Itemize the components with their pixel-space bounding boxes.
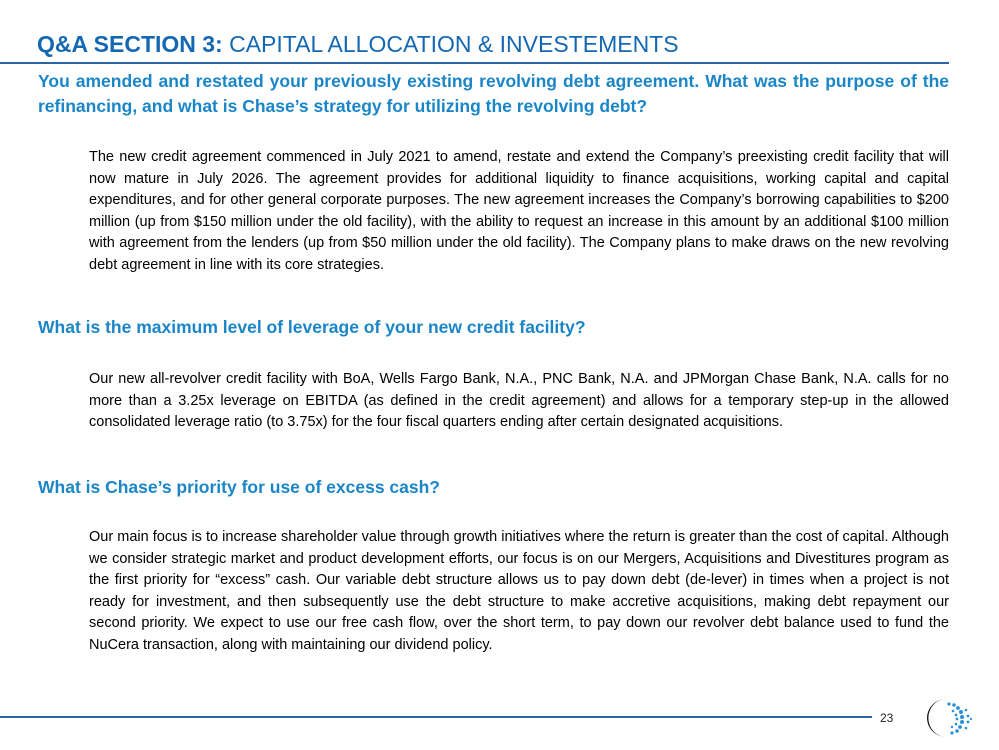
footer-divider xyxy=(0,716,872,718)
question-refinancing: You amended and restated your previously existing revolving debt agreement. What was the purpose of the refinancing, and what is Chase’s strategy for utilizing the revolving debt? xyxy=(38,71,949,116)
answer-leverage: Our new all-revolver credit facility with BoA, Wells Fargo Bank, N.A., PNC Bank, N.A. and JPMorgan Chase Bank, N.A. calls for no more than a 3.25x leverage on EBITDA (as defined in the credit agreement) and allows for a temporary step-up in the allowed consolidated leverage ratio (to 3.75x) for the four fiscal quarters ending after certain designated acquisitions. xyxy=(89,371,949,430)
logo-crescent xyxy=(927,699,946,737)
answer-refinancing: The new credit agreement commenced in July 2021 to amend, restate and extend the Company’s preexisting credit facility that will now mature in July 2026. The agreement provides for additional liquidity to finance acquisitions, working capital and capital expenditures, and for other general corporate purposes. The new agreement increases the Company’s borrowing capabilities to $200 million (up from $150 million under the old facility), with the ability to request an increase in this amount by an additional $100 million with agreement from the lenders (up from $50 million under the old facility). The Company plans to make draws on the new revolving debt agreement in line with its core strategies. xyxy=(89,149,949,273)
page-title xyxy=(37,30,679,58)
chase-logo-icon xyxy=(925,697,975,739)
page-title-topic: CAPITAL ALLOCATION & INVESTEMENTS xyxy=(222,31,679,57)
logo-dots xyxy=(947,702,972,734)
question-excess-cash: What is Chase’s priority for use of excess cash? xyxy=(38,477,440,497)
page-number: 23 xyxy=(880,711,894,725)
title-divider xyxy=(0,62,949,64)
page-title-section: Q&A SECTION 3: xyxy=(37,31,223,57)
question-leverage: What is the maximum level of leverage of your new credit facility? xyxy=(38,317,586,337)
answer-excess-cash: Our main focus is to increase shareholder value through growth initiatives where the return is greater than the cost of capital. Although we consider strategic market and product development efforts, our focus is on our Mergers, Acquisitions and Divestitures program as the first priority for “excess” cash. Our variable debt structure allows us to pay down debt (de-lever) in times when a project is not ready for investment, and then subsequently use the debt structure to make accretive acquisitions, making debt repayment our second priority. We expect to use our free cash flow, over the short term, to pay down our revolver debt balance used to fund the NuCera transaction, along with maintaining our dividend policy. xyxy=(89,529,949,653)
